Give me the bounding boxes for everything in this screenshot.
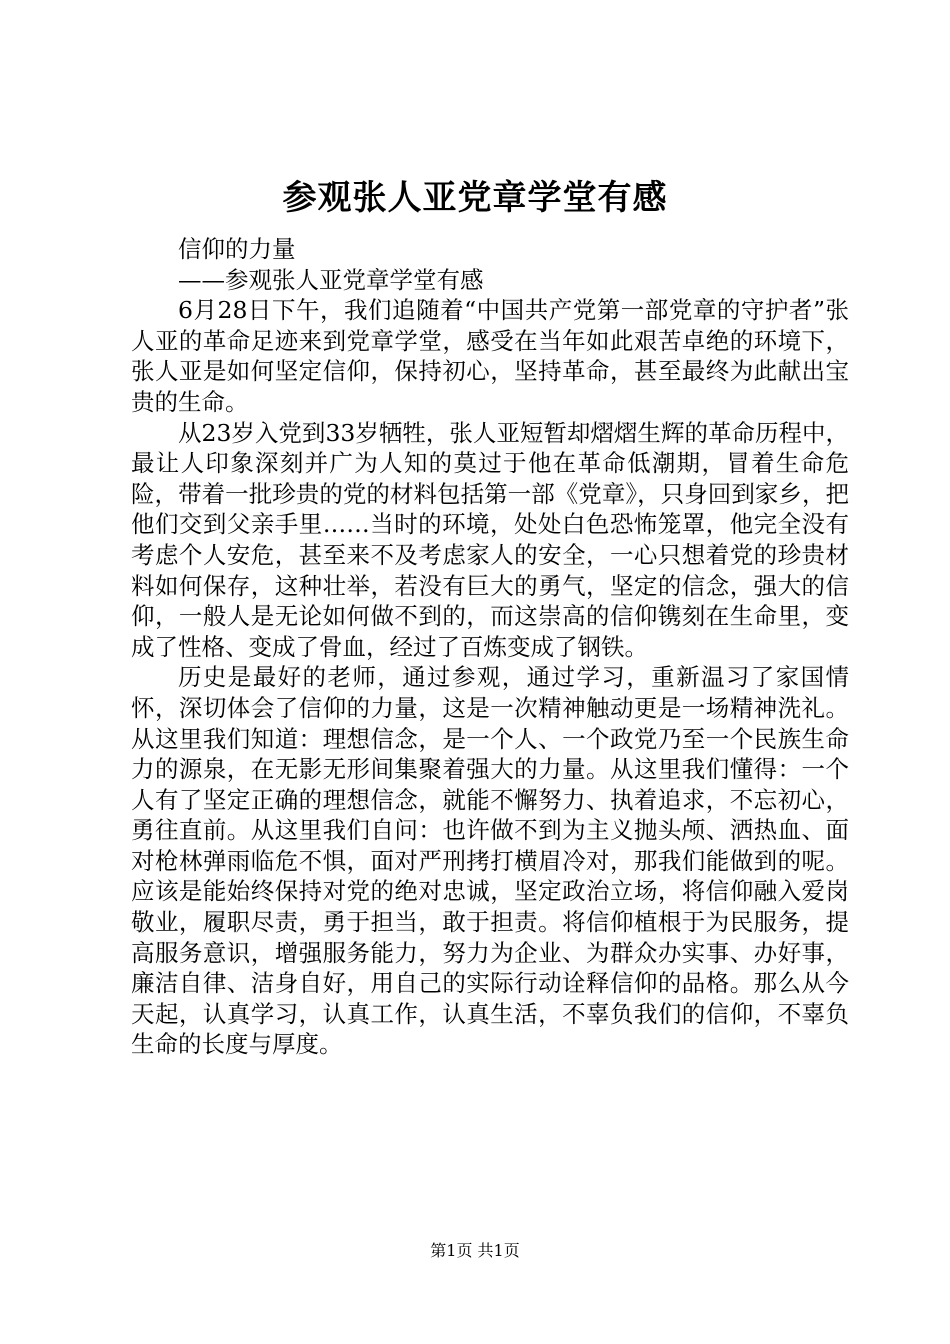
page-number-footer: 第1页 共1页	[430, 1241, 520, 1260]
page-title: 参观张人亚党章学堂有感	[282, 178, 668, 218]
subheading: ——参观张人亚党章学堂有感	[178, 265, 484, 294]
paragraph: 历史是最好的老师，通过参观，通过学习，重新温习了家国情怀，深切体会了信仰的力量，这是一次精神触动更是一场精神洗礼。从这里我们知道：理想信念，是一个人、一个政党乃至一个民族生命力的源泉，在无影无形间集聚着强大的力量。从这里我们懂得：一个人有了坚定正确的理想信念，就能不懈努力、执着追求，不忘初心，勇往直前。从这里我们自问：也许做不到为主义抛头颅、洒热血、面对枪林弹雨临危不惧，面对严刑拷打横眉冷对，那我们能做到的呢。应该是能始终保持对党的绝对忠诚，坚定政治立场，将信仰融入爱岗敬业，履职尽责，勇于担当，敢于担责。将信仰植根于为民服务，提高服务意识，增强服务能力，努力为企业、为群众办实事、办好事，廉洁自律、洁身自好，用自己的实际行动诠释信仰的品格。那么从今天起，认真学习，认真工作，认真生活，不辜负我们的信仰，不辜负生命的长度与厚度。	[131, 663, 849, 1059]
paragraph: 从23岁入党到33岁牺牲，张人亚短暂却熠熠生辉的革命历程中，最让人印象深刻并广为人知的莫过于他在革命低潮期，冒着生命危险，带着一批珍贵的党的材料包括第一部《党章》，只身回到家乡，把他们交到父亲手里……当时的环境，处处白色恐怖笼罩，他完全没有考虑个人安危，甚至来不及考虑家人的安全，一心只想着党的珍贵材料如何保存，这种壮举，若没有巨大的勇气，坚定的信念，强大的信仰，一般人是无论如何做不到的，而这崇高的信仰镌刻在生命里，变成了性格、变成了骨血，经过了百炼变成了钢铁。	[131, 418, 849, 661]
paragraph: 6月28日下午，我们追随着“中国共产党第一部党章的守护者”张人亚的革命足迹来到党章学堂，感受在当年如此艰苦卓绝的环境下，张人亚是如何坚定信仰，保持初心，坚持革命，甚至最终为此献出宝贵的生命。	[131, 296, 849, 416]
document-body	[131, 234, 849, 1060]
subtitle: 信仰的力量	[178, 235, 296, 263]
